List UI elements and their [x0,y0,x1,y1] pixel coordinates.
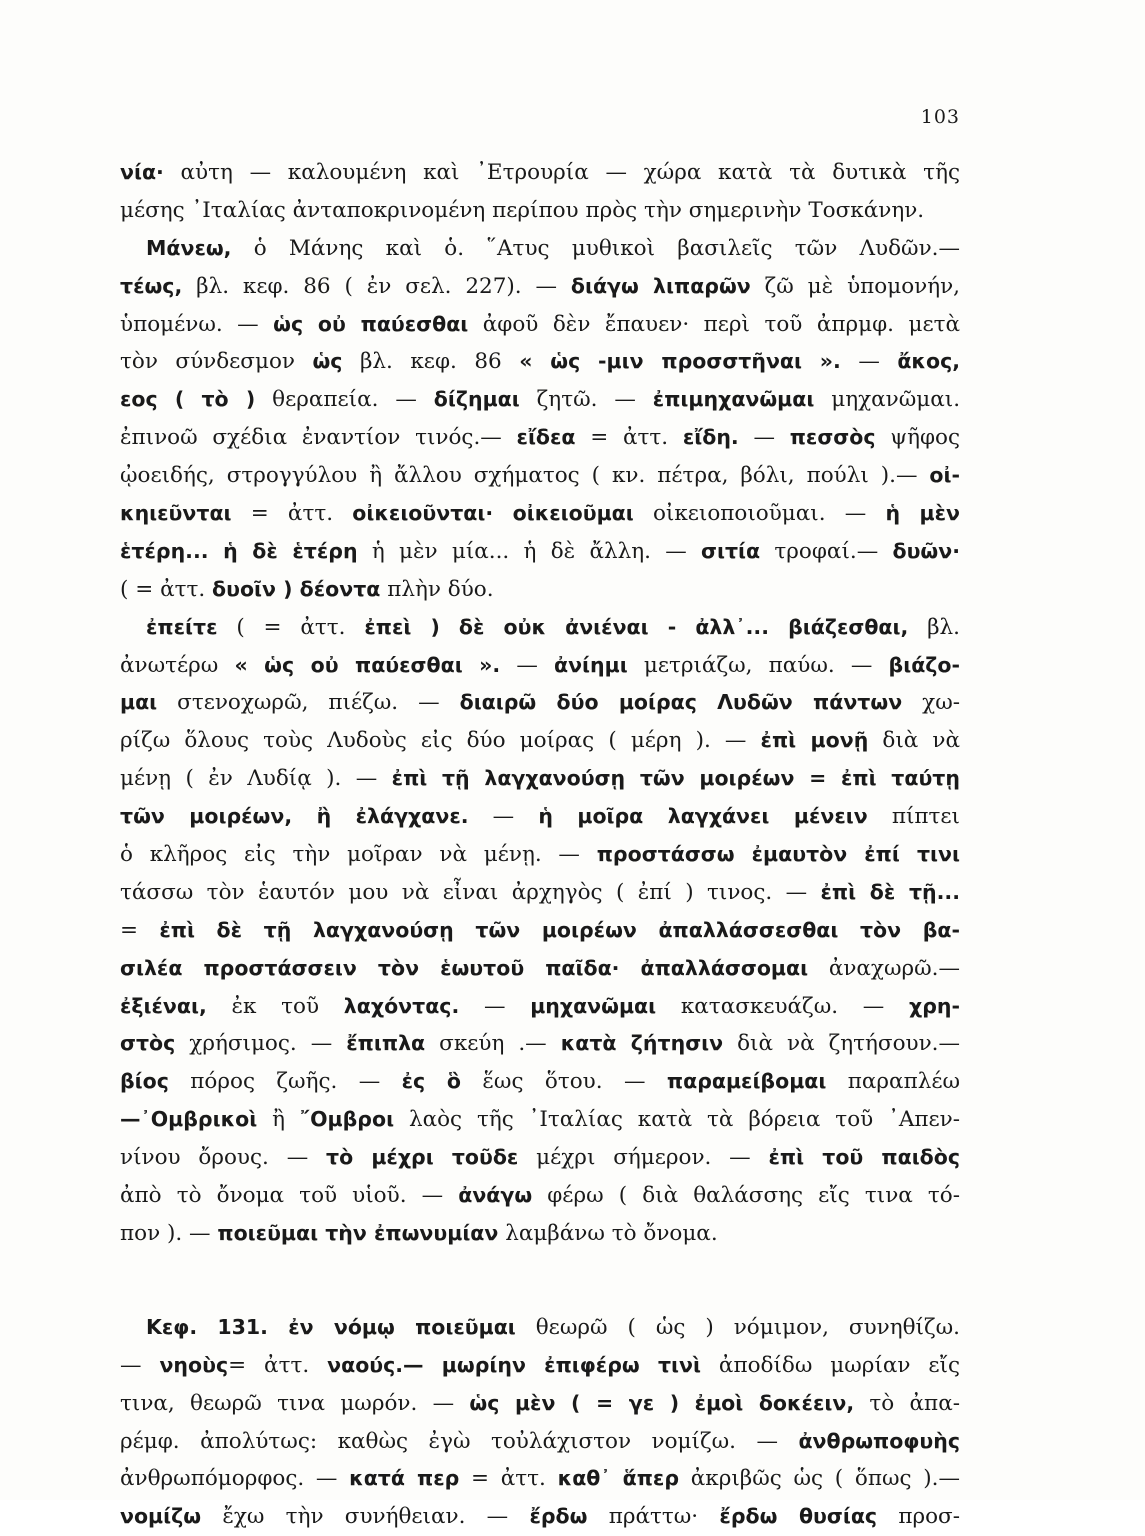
text-line: ρέμφ. ἀπολύτως: καθὼς ἐγὼ τοὐλάχιστον νομίζω. — ἀνθρωποφυὴς [120,1428,960,1454]
text-line: ἑτέρη... ἡ δὲ ἑτέρη ἡ μὲν μία... ἡ δὲ ἄλλη. — σιτία τροφαί.— δυῶν· [120,538,960,564]
text-line: βίος πόρος ζωῆς. — ἐς ὃ ἕως ὅτου. — παραμείβομαι παραπλέω [120,1069,960,1095]
text-line: ὁ κλῆρος εἰς τὴν μοῖραν νὰ μένῃ. — προστάσσω ἐμαυτὸν ἐπί τινι [120,842,960,868]
text-line: μέσης ᾿Ιταλίας ἀνταποκρινομένη περίπου πρὸς τὴν σημερινὴν Τοσκάνην. [120,197,925,223]
text-line: ἐξιέναι, ἐκ τοῦ λαχόντας. — μηχανῶμαι κατασκευάζω. — χρη- [120,993,960,1019]
text-line: μένῃ ( ἐν Λυδίᾳ ). — ἐπὶ τῇ λαγχανούσῃ τῶν μοιρέων = ἐπὶ ταύτῃ [120,766,960,792]
text-line: μαι στενοχωρῶ, πιέζω. — διαιρῶ δύο μοίρας Λυδῶν πάντων χω- [120,690,960,716]
text-line: ᾠοειδής, στρογγύλου ἢ ἄλλου σχήματος ( κν. πέτρα, βόλι, πούλι ).— οἰ- [120,463,960,489]
text-line: τάσσω τὸν ἑαυτόν μου νὰ εἶναι ἀρχηγὸς ( ἐπί ) τινος. — ἐπὶ δὲ τῇ... [120,879,960,905]
text-line: Μάνεω, ὁ Μάνης καὶ ὁ. ῞Ατυς μυθικοὶ βασιλεῖς τῶν Λυδῶν.— [146,235,960,261]
text-line: = ἐπὶ δὲ τῇ λαγχανούσῃ τῶν μοιρέων ἀπαλλάσσεσθαι τὸν βα- [120,917,960,943]
text-line: — νηοὺς= ἀττ. ναούς.— μωρίην ἐπιφέρω τινὶ ἀποδίδω μωρίαν εἴς [120,1352,960,1378]
text-line: τῶν μοιρέων, ἢ ἐλάγχανε. — ἡ μοῖρα λαγχάνει μένειν πίπτει [120,804,960,830]
text-line: ἀπὸ τὸ ὄνομα τοῦ υἱοῦ. — ἀνάγω φέρω ( διὰ θαλάσσης εἴς τινα τό- [120,1183,960,1209]
text-line: νίνου ὄρους. — τὸ μέχρι τοῦδε μέχρι σήμερον. — ἐπὶ τοῦ παιδὸς [120,1145,960,1171]
glossary-text-block [120,154,960,1536]
text-line: ἀνωτέρω « ὡς οὐ παύεσθαι ». — ἀνίημι μετριάζω, παύω. — βιάζο- [120,652,960,678]
text-line: νομίζω ἔχω τὴν συνήθειαν. — ἔρδω πράττω· ἔρδω θυσίας προσ- [120,1504,960,1530]
page-number: 103 [920,106,960,128]
text-line: ἐπείτε ( = ἀττ. ἐπεὶ ) δὲ οὐκ ἀνιέναι - ἀλλ᾿... βιάζεσθαι, βλ. [146,614,960,640]
text-line: κηιεῦνται = ἀττ. οἰκειοῦνται· οἰκειοῦμαι οἰκειοποιοῦμαι. — ἡ μὲν [120,501,960,527]
text-line: σιλέα προστάσσειν τὸν ἑωυτοῦ παῖδα· ἀπαλλάσσομαι ἀναχωρῶ.— [120,955,960,981]
text-line: Κεφ. 131. ἐν νόμῳ ποιεῦμαι θεωρῶ ( ὡς ) νόμιμον, συνηθίζω. [146,1314,960,1340]
paragraph-gap [120,1253,960,1309]
text-line: ρίζω ὅλους τοὺς Λυδοὺς εἰς δύο μοίρας ( μέρη ). — ἐπὶ μονῇ διὰ νὰ [120,728,960,754]
text-line: νία· αὐτη — καλουμένη καὶ ᾿Ετρουρία — χώρα κατὰ τὰ δυτικὰ τῆς [120,160,960,185]
text-line: εος ( τὸ ) θεραπεία. — δίζημαι ζητῶ. — ἐπιμηχανῶμαι μηχανῶμαι. [120,387,960,413]
text-line: ἐπινοῶ σχέδια ἐναντίον τινός.— εἴδεα = ἀττ. εἴδη. — πεσσὸς ψῆφος [120,425,960,451]
text-line: ἀνθρωπόμορφος. — κατά περ = ἀττ. καθ᾿ ἅπερ ἀκριβῶς ὡς ( ὅπως ).— [120,1466,960,1492]
text-line: τινα, θεωρῶ τινα μωρόν. — ὡς μὲν ( = γε ) ἐμοὶ δοκέειν, τὸ ἀπα- [120,1390,960,1416]
text-line: τέως, βλ. κεφ. 86 ( ἐν σελ. 227). — διάγω λιπαρῶν ζῶ μὲ ὑπομονήν, [120,273,960,299]
text-line: ( = ἀττ. δυοῖν ) δέοντα πλὴν δύο. [120,576,494,602]
text-line: ὑπομένω. — ὡς οὐ παύεσθαι ἀφοῦ δὲν ἔπαυεν· περὶ τοῦ ἀπρμφ. μετὰ [120,311,960,337]
text-line: πον ). — ποιεῦμαι τὴν ἐπωνυμίαν λαμβάνω τὸ ὄνομα. [120,1220,718,1246]
text-line: —᾿Ομβρικοὶ ἢ ῎Ομβροι λαὸς τῆς ᾿Ιταλίας κατὰ τὰ βόρεια τοῦ ᾿Απεν- [120,1107,960,1133]
text-line: στὸς χρήσιμος. — ἔπιπλα σκεύη .— κατὰ ζήτησιν διὰ νὰ ζητήσουν.— [120,1031,960,1057]
text-line: τὸν σύνδεσμον ὡς βλ. κεφ. 86 « ὡς -μιν προσστῆναι ». — ἄκος, [120,349,960,375]
